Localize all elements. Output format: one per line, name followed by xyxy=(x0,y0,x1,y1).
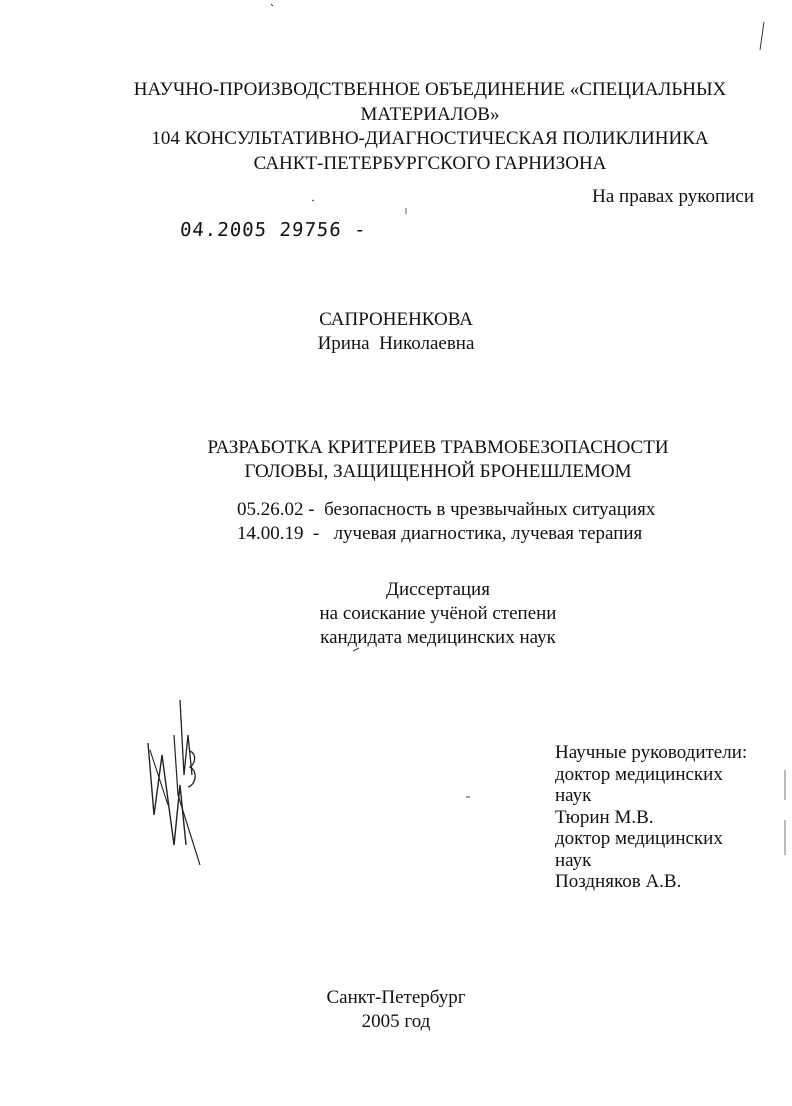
author-surname: САПРОНЕНКОВА xyxy=(319,309,473,330)
dissertation-title xyxy=(0,436,792,484)
dissertation-line-3: кандидата медицинских наук xyxy=(320,627,556,648)
author-block xyxy=(0,308,792,356)
supervisor-name: Поздняков А.В. xyxy=(555,871,682,892)
org-line-1: НАУЧНО-ПРОИЗВОДСТВЕННОЕ ОБЪЕДИНЕНИЕ «СПЕЦИАЛЬНЫХ xyxy=(133,79,727,100)
supervisors-block xyxy=(555,742,747,893)
city: Санкт-Петербург xyxy=(326,987,466,1008)
supervisor-line: доктор медицинских xyxy=(555,763,723,785)
scan-mark xyxy=(760,22,764,50)
org-line-2: МАТЕРИАЛОВ» xyxy=(360,103,500,125)
handwritten-signature xyxy=(140,695,220,865)
year: 2005 год xyxy=(361,1011,431,1032)
scan-mark xyxy=(271,4,273,6)
dissertation-line-2: на соискание учёной степени xyxy=(319,603,557,624)
specialty-code: 14.00.19 - xyxy=(237,523,320,544)
title-line-1: РАЗРАБОТКА КРИТЕРИЕВ ТРАВМОБЕЗОПАСНОСТИ xyxy=(207,437,669,458)
specialty-row xyxy=(237,522,655,546)
specialty-name: безопасность в чрезвычайных ситуациях xyxy=(324,499,656,520)
specialty-code: 05.26.02 - xyxy=(237,499,315,520)
supervisors-heading: Научные руководители: xyxy=(555,742,748,763)
registration-stamp-number: 04.2005 29756 - xyxy=(179,219,368,241)
dissertation-type xyxy=(0,578,792,650)
author-given-names: Ирина Николаевна xyxy=(317,333,475,354)
dissertation-line-1: Диссертация xyxy=(386,579,490,600)
org-line-3: 104 КОНСУЛЬТАТИВНО-ДИАГНОСТИЧЕСКАЯ ПОЛИКЛИНИКА xyxy=(151,128,709,149)
scan-mark xyxy=(312,200,314,201)
supervisor-line: наук xyxy=(555,785,592,806)
specialties-list xyxy=(237,498,655,546)
org-line-4: САНКТ-ПЕТЕРБУРГСКОГО ГАРНИЗОНА xyxy=(253,152,607,174)
supervisor-line: наук xyxy=(555,849,592,871)
organization-header xyxy=(120,78,740,176)
title-line-2: ГОЛОВЫ, ЗАЩИЩЕННОЙ БРОНЕШЛЕМОМ xyxy=(244,461,632,482)
specialty-row xyxy=(237,498,655,522)
footer-block xyxy=(0,986,792,1034)
specialty-name: лучевая диагностика, лучевая терапия xyxy=(333,523,643,544)
supervisor-line: доктор медицинских xyxy=(555,828,723,849)
supervisor-name: Тюрин М.В. xyxy=(555,806,654,828)
rights-note: На правах рукописи xyxy=(592,186,754,207)
